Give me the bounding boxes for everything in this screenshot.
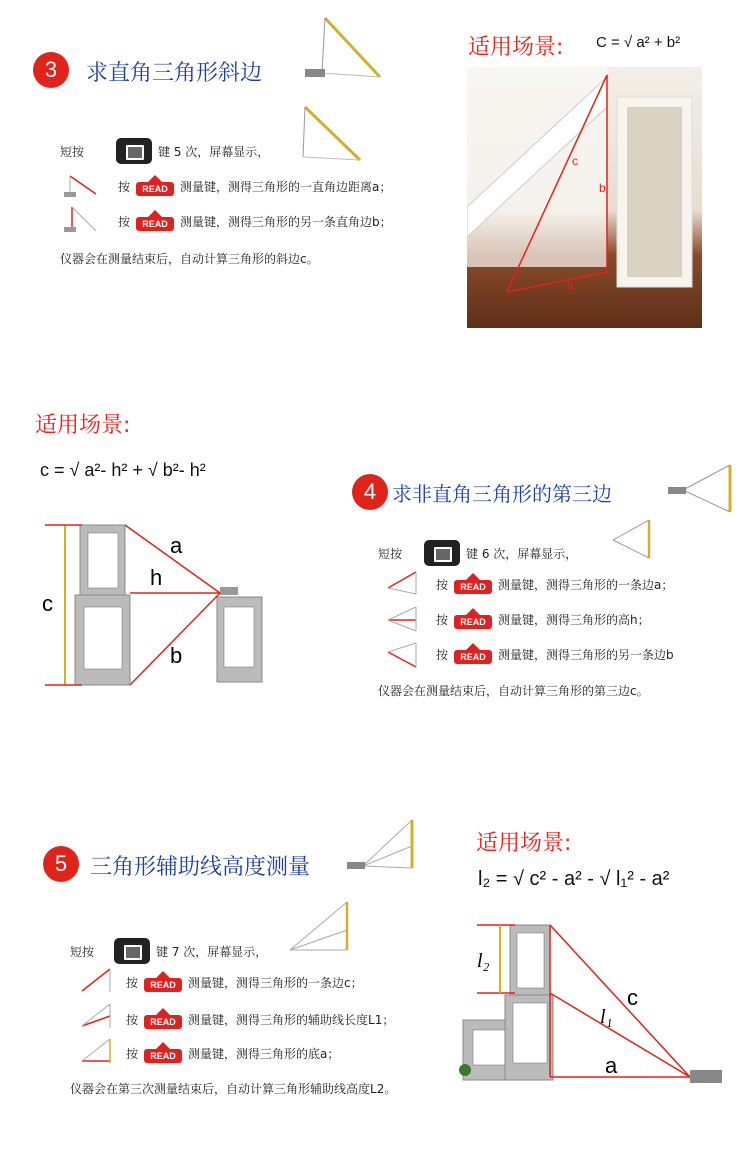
step-a-icon [382,568,418,596]
result-text: 仪器会在测量结束后，自动计算三角形的斜边c。 [60,252,319,266]
formula: C = √ a² + b² [596,34,681,51]
step-2-text: 测量键，测得三角形的辅助线长度L1； [188,1012,395,1027]
short-press-label: 短按 [70,944,95,959]
key-press-count: 键 7 次，屏幕显示， [156,944,268,959]
function-key-icon [116,138,152,164]
scene-heading: 适用场景: [476,831,572,856]
label-a: a [605,1053,618,1078]
read-key-icon: READ [454,573,492,595]
label-a: a [170,533,183,558]
press-label: 按 [436,612,449,627]
right-triangle-diagram-icon [300,15,390,85]
display-triangle-icon [295,105,370,165]
label-l1: l₁ [600,1006,613,1028]
result-text: 仪器会在第三次测量结束后，自动计算三角形辅助线高度L2。 [70,1082,397,1096]
read-key-icon: READ [454,608,492,630]
section-title: 求直角三角形斜边 [86,61,263,86]
read-key-icon: READ [144,1008,182,1030]
label-c: c [572,154,578,168]
label-h: h [150,565,163,590]
read-key-icon: READ [136,210,174,232]
scene-heading: 适用场景: [468,35,564,60]
function-key-icon [424,540,460,566]
scene-heading: 适用场景: [35,413,131,438]
formula: l₂ = √ c² - a² - √ l₁² - a² [478,868,670,890]
buildings-diagram [20,515,280,690]
step-b-icon [382,640,418,668]
formula: c = √ a²- h² + √ b²- h² [40,460,206,480]
read-key-icon: READ [144,971,182,993]
label-a: a [567,278,574,292]
buildings-auxiliary-diagram [455,915,725,1090]
step-1-text: 测量键，测得三角形的一条边c； [188,975,363,990]
press-label: 按 [436,577,449,592]
step-a-icon [78,1037,114,1065]
auxiliary-line-triangle-icon [345,818,420,878]
step-number-badge: 3 [33,52,69,88]
section-title: 三角形辅助线高度测量 [90,855,311,880]
press-label: 按 [126,975,139,990]
press-label: 按 [436,647,449,662]
step-b-icon [62,205,98,233]
step-number-badge: 4 [352,474,388,510]
function-key-icon [114,938,150,964]
label-b: b [170,643,183,668]
step-1-text: 测量键，测得三角形的一条边a； [498,577,674,592]
label-l2: l₂ [477,950,490,972]
step-h-icon [382,604,418,632]
section-title: 求非直角三角形的第三边 [392,482,612,506]
label-b: b [599,181,606,195]
display-triangle-icon [605,518,655,563]
read-key-icon: READ [144,1042,182,1064]
press-label: 按 [126,1012,139,1027]
short-press-label: 短按 [60,144,85,159]
read-key-icon: READ [454,643,492,665]
label-c: c [42,591,53,616]
step-2-text: 测量键，测得三角形的高h； [498,612,650,627]
press-label: 按 [126,1046,139,1061]
label-c: c [627,985,638,1010]
step-1-text: 测量键，测得三角形的一直角边距离a； [180,179,392,194]
staircase-photo [467,67,702,328]
key-press-count: 键 5 次，屏幕显示， [158,144,270,159]
step-3-text: 测量键，测得三角形的底a； [188,1046,340,1061]
key-press-count: 键 6 次，屏幕显示， [466,546,578,561]
step-3-text: 测量键，测得三角形的另一条边b [498,647,674,662]
short-press-label: 短按 [378,546,403,561]
non-right-triangle-icon [668,462,738,517]
step-l1-icon [78,1002,114,1030]
read-key-icon: READ [136,175,174,197]
step-a-icon [62,170,98,198]
step-2-text: 测量键，测得三角形的另一条直角边b； [180,214,392,229]
step-c-icon [78,966,114,994]
result-text: 仪器会在测量结束后，自动计算三角形的第三边c。 [378,684,649,698]
press-label: 按 [118,214,131,229]
step-number-badge: 5 [43,846,79,882]
display-triangle-icon [285,900,355,958]
press-label: 按 [118,179,131,194]
